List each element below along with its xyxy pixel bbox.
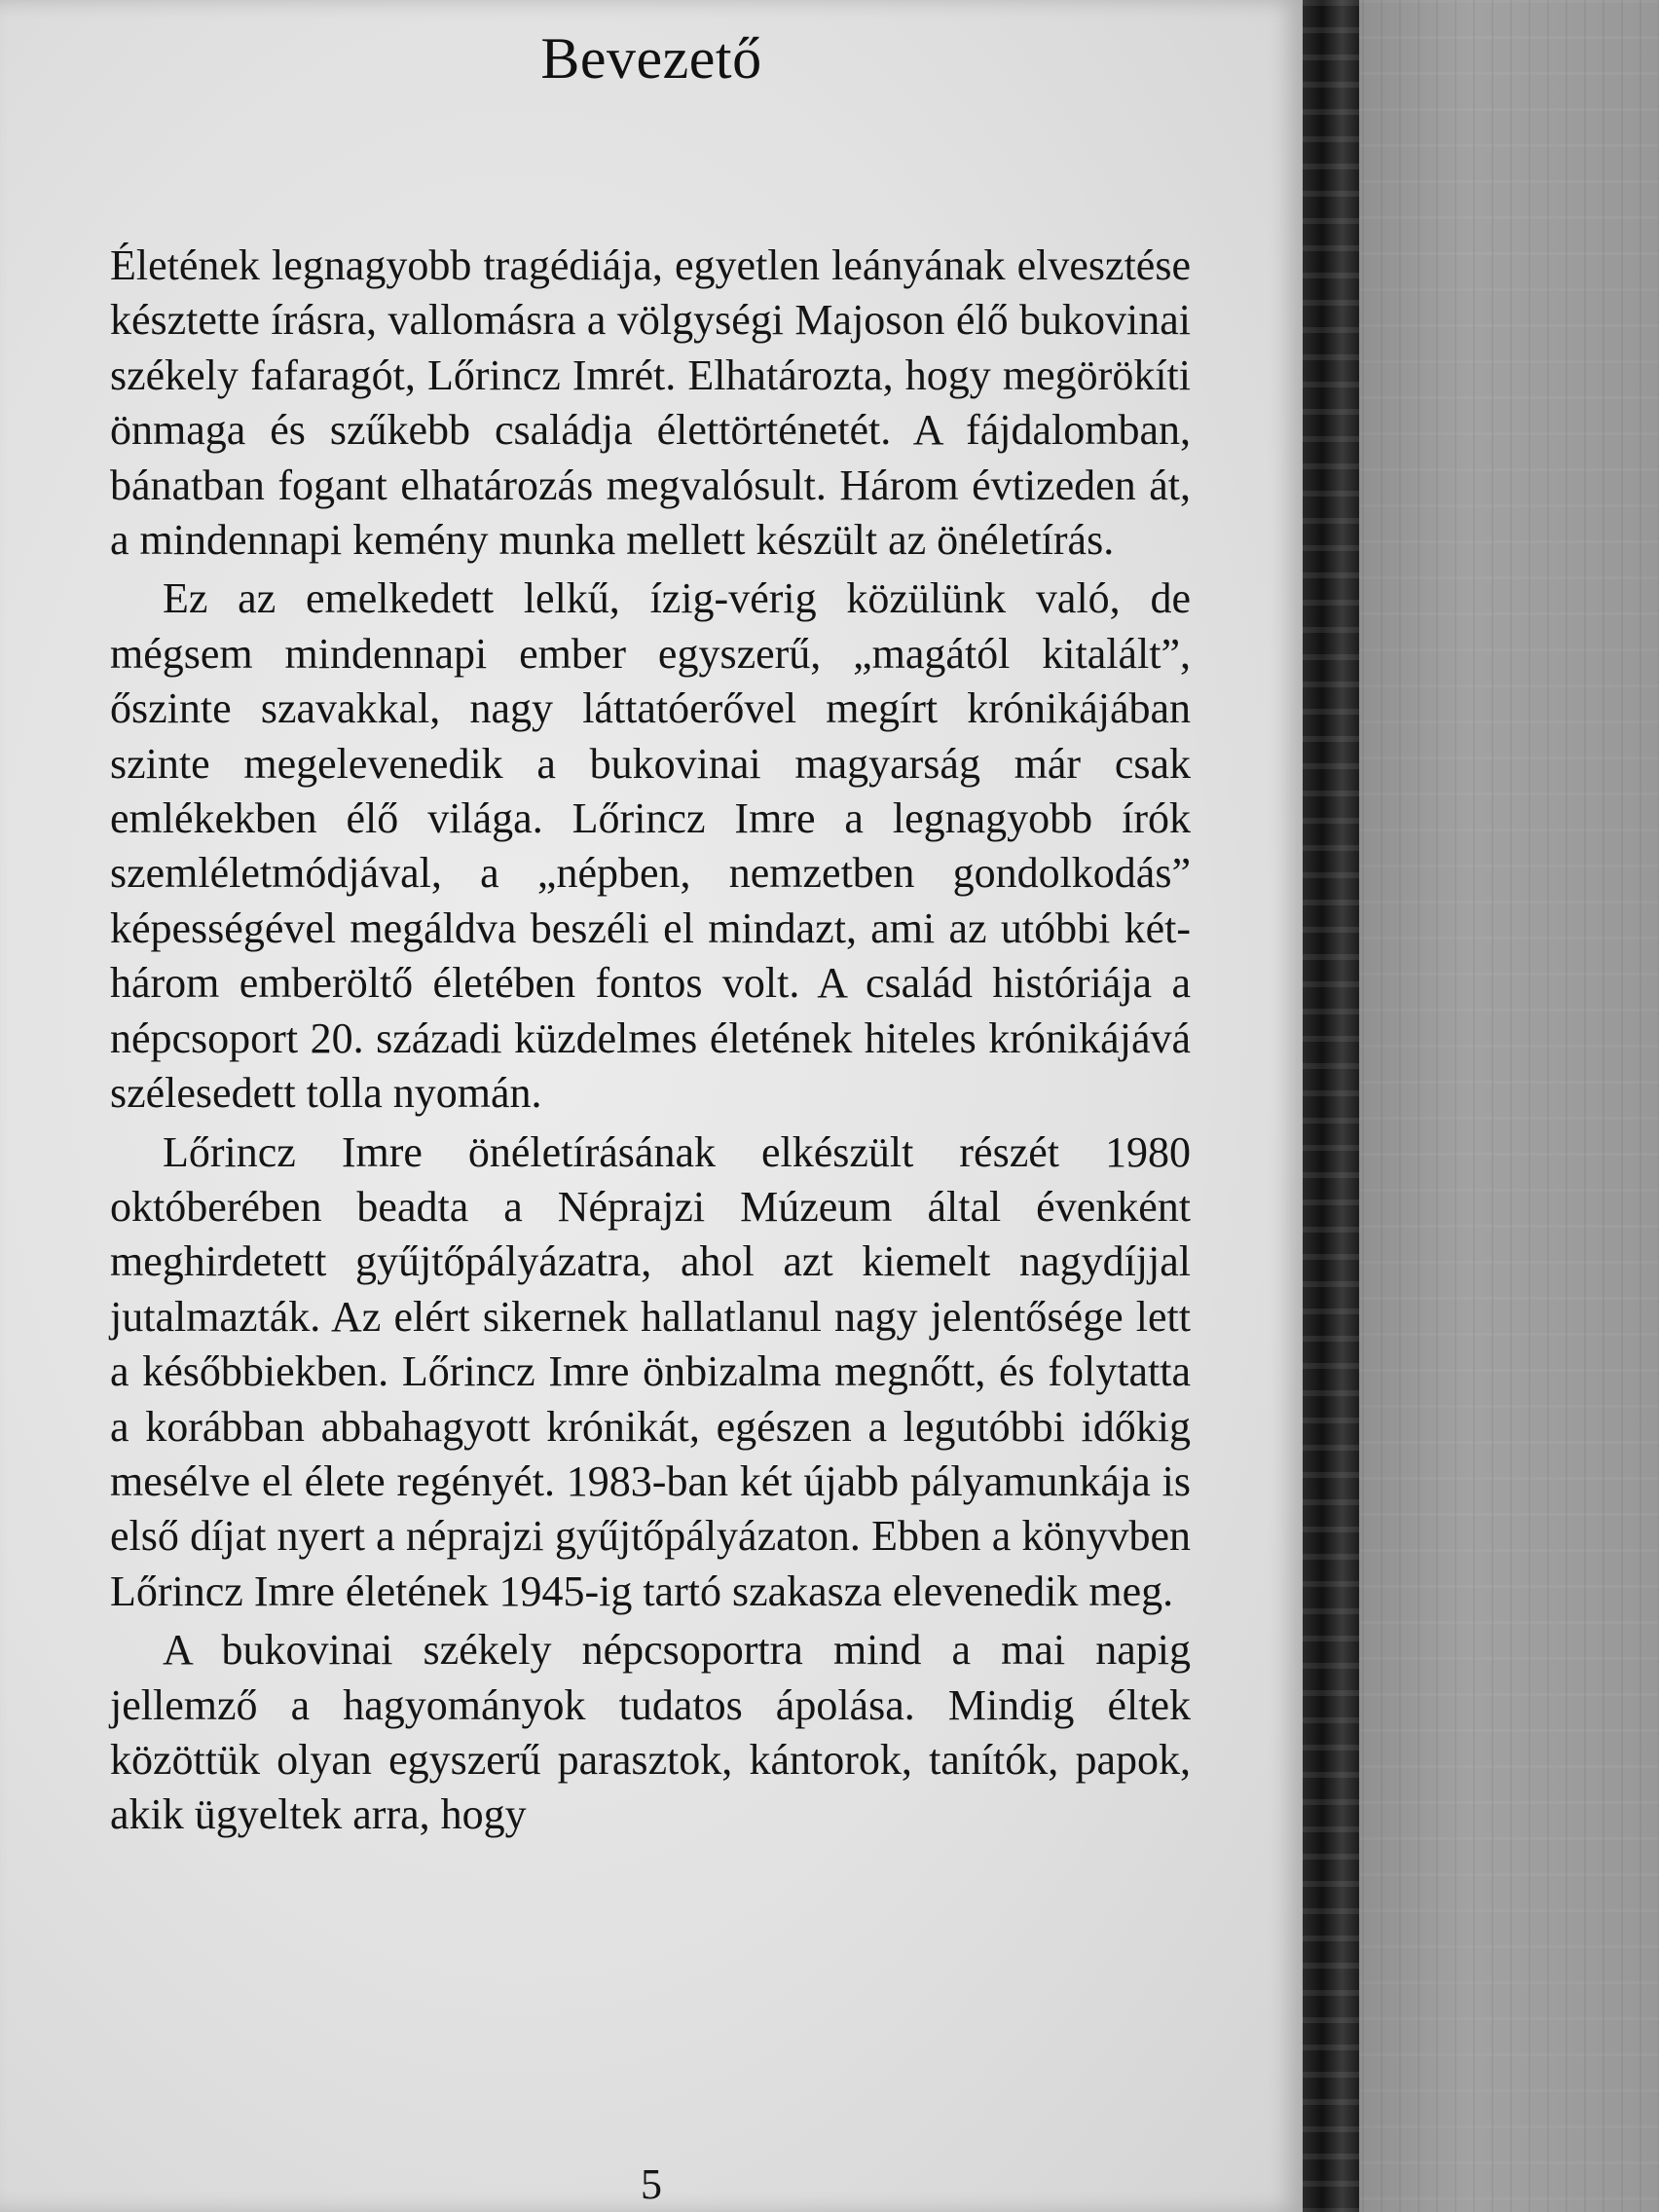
book-cover-edge — [1303, 0, 1359, 2212]
paragraph-2: Ez az emelkedett lelkű, ízig-vérig közülünk való, de mégsem mindennapi ember egyszerű, „magától kitalált”, őszinte szavakkal, nagy láttatóerővel megírt krónikájában szinte megelevenedik a bukovinai magyarság már csak emlékekben élő világa. Lőrincz Imre a legnagyobb írók szemléletmódjával, a „népben, nemzetben gondolkodás” képességével megáldva beszéli el mindazt, ami az utóbbi két-három emberöltő életében fontos volt. A család históriája a népcsoport 20. századi küzdelmes életének hiteles krónikájává szélesedett tolla nyomán. — [110, 574, 1191, 1118]
page-title: Bevezető — [540, 26, 762, 91]
paragraph-3: Lőrincz Imre önéletírásának elkészült részét 1980 októberében beadta a Néprajzi Múzeum által évenként meghirdetett gyűjtőpályázatra, ahol azt kiemelt nagydíjjal jutalmazták. Az elért sikernek hallatlanul nagy jelentősége lett a későbbiekben. Lőrincz Imre önbizalma megnőtt, és folytatta a korábban abbahagyott krónikát, egészen a legutóbbi időkig mesélve el élete regényét. 1983-ban két újabb pályamunkája is első díjat nyert a néprajzi gyűjtőpályázaton. Ebben a könyvben Lőrincz Imre életének 1945-ig tartó szakasza elevenedik meg. — [110, 1127, 1191, 1615]
table-surface — [1344, 0, 1659, 2212]
page-body — [110, 239, 1191, 1843]
paragraph-1: Életének legnagyobb tragédiája, egyetlen leányának elvesztése késztette írásra, vallomásra a völgységi Majoson élő bukovinai székely fafaragót, Lőrincz Imrét. Elhatározta, hogy megörökíti önmaga és szűkebb családja élettörténetét. A fájdalomban, bánatban fogant elhatározás megvalósult. Három évtizeden át, a mindennapi kemény munka mellett készült az önéletírás. — [110, 241, 1191, 565]
paragraph-4: A bukovinai székely népcsoportra mind a mai napig jellemző a hagyományok tudatos ápolása. Mindig éltek közöttük olyan egyszerű parasztok, kántorok, tanítók, papok, akik ügyeltek arra, hogy — [110, 1626, 1191, 1839]
page-number: 5 — [641, 2160, 662, 2208]
